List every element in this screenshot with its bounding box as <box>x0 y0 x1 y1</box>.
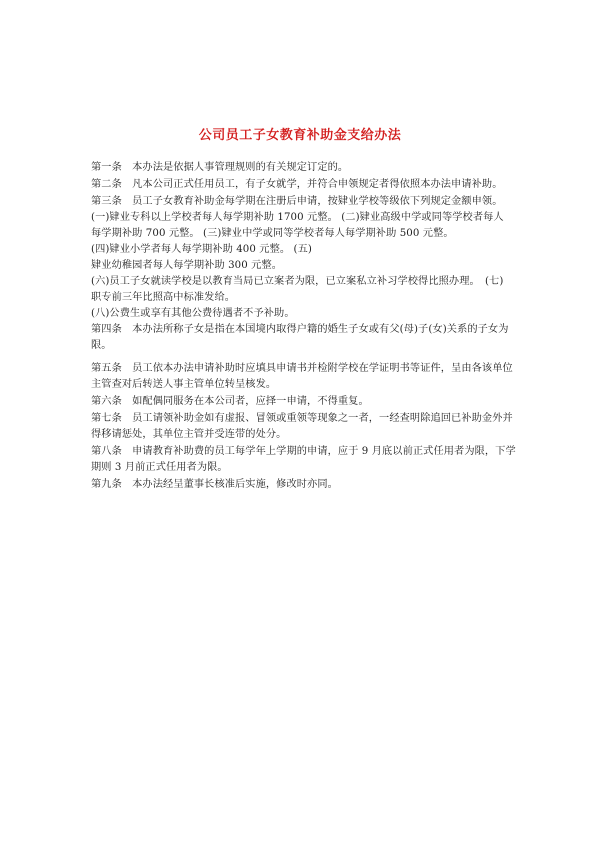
article-4-cont: 限。 <box>91 340 112 351</box>
article-3-item-2-3-cont: 每学期补助 700 元整。 (三)肄业中学或同等学校者每人每学期补助 500 元整。 <box>91 228 454 239</box>
article-2: 第二条 凡本公司正式任用员工，有子女就学，并符合申领规定者得依照本办法申请补助。 <box>91 179 503 190</box>
article-1: 第一条 本办法是依据人事管理规则的有关规定订定的。 <box>91 162 349 173</box>
document-title: 公司员工子女教育补助金支给办法 <box>198 128 402 143</box>
article-3-item-4: (四)肄业小学者每人每学期补助 400 元整。 (五) <box>91 244 312 255</box>
article-3-item-5: 肄业幼稚园者每人每学期补助 300 元整。 <box>91 260 283 271</box>
article-5: 第五条 员工依本办法申请补助时应填具申请书并检附学校在学证明书等证件，呈由各该单位 <box>91 363 513 374</box>
article-8: 第八条 申请教育补助费的员工每学年上学期的申请，应于 9 月底以前正式任用者为限，下学 <box>91 446 516 457</box>
article-7-cont: 得移请惩处，其单位主管并受连带的处分。 <box>91 429 287 440</box>
document-body <box>91 160 531 493</box>
article-3-item-7: 职专前三年比照高中标准发给。 <box>91 292 236 303</box>
article-4: 第四条 本办法所称子女是指在本国境内取得户籍的婚生子女或有父(母)子(女)关系的子女为 <box>91 324 509 335</box>
article-7: 第七条 员工请领补助金如有虚报、冒领或重领等现象之一者，一经查明除追回已补助金外并 <box>91 413 513 424</box>
article-3-item-8: (八)公费生或享有其他公费待遇者不予补助。 <box>91 308 295 319</box>
article-3: 第三条 员工子女教育补助金每学期在注册后申请，按肄业学校等级依下列规定金额申领。 <box>91 196 503 207</box>
article-6: 第六条 如配偶同服务在本公司者，应择一申请，不得重复。 <box>91 396 369 407</box>
article-3-item-1-2: (一)肄业专科以上学校者每人每学期补助 1700 元整。 (二)肄业高级中学或同等学校者每人 <box>91 212 504 223</box>
article-9: 第九条 本办法经呈董事长核准后实施，修改时亦同。 <box>91 479 338 490</box>
article-3-item-6: (六)员工子女就读学校是以教育当局已立案者为限，已立案私立补习学校得比照办理。 (七) <box>91 276 504 287</box>
article-5-cont: 主管查对后转送人事主管单位转呈核发。 <box>91 379 277 390</box>
article-8-cont: 期则 3 月前正式任用者为限。 <box>91 462 228 473</box>
